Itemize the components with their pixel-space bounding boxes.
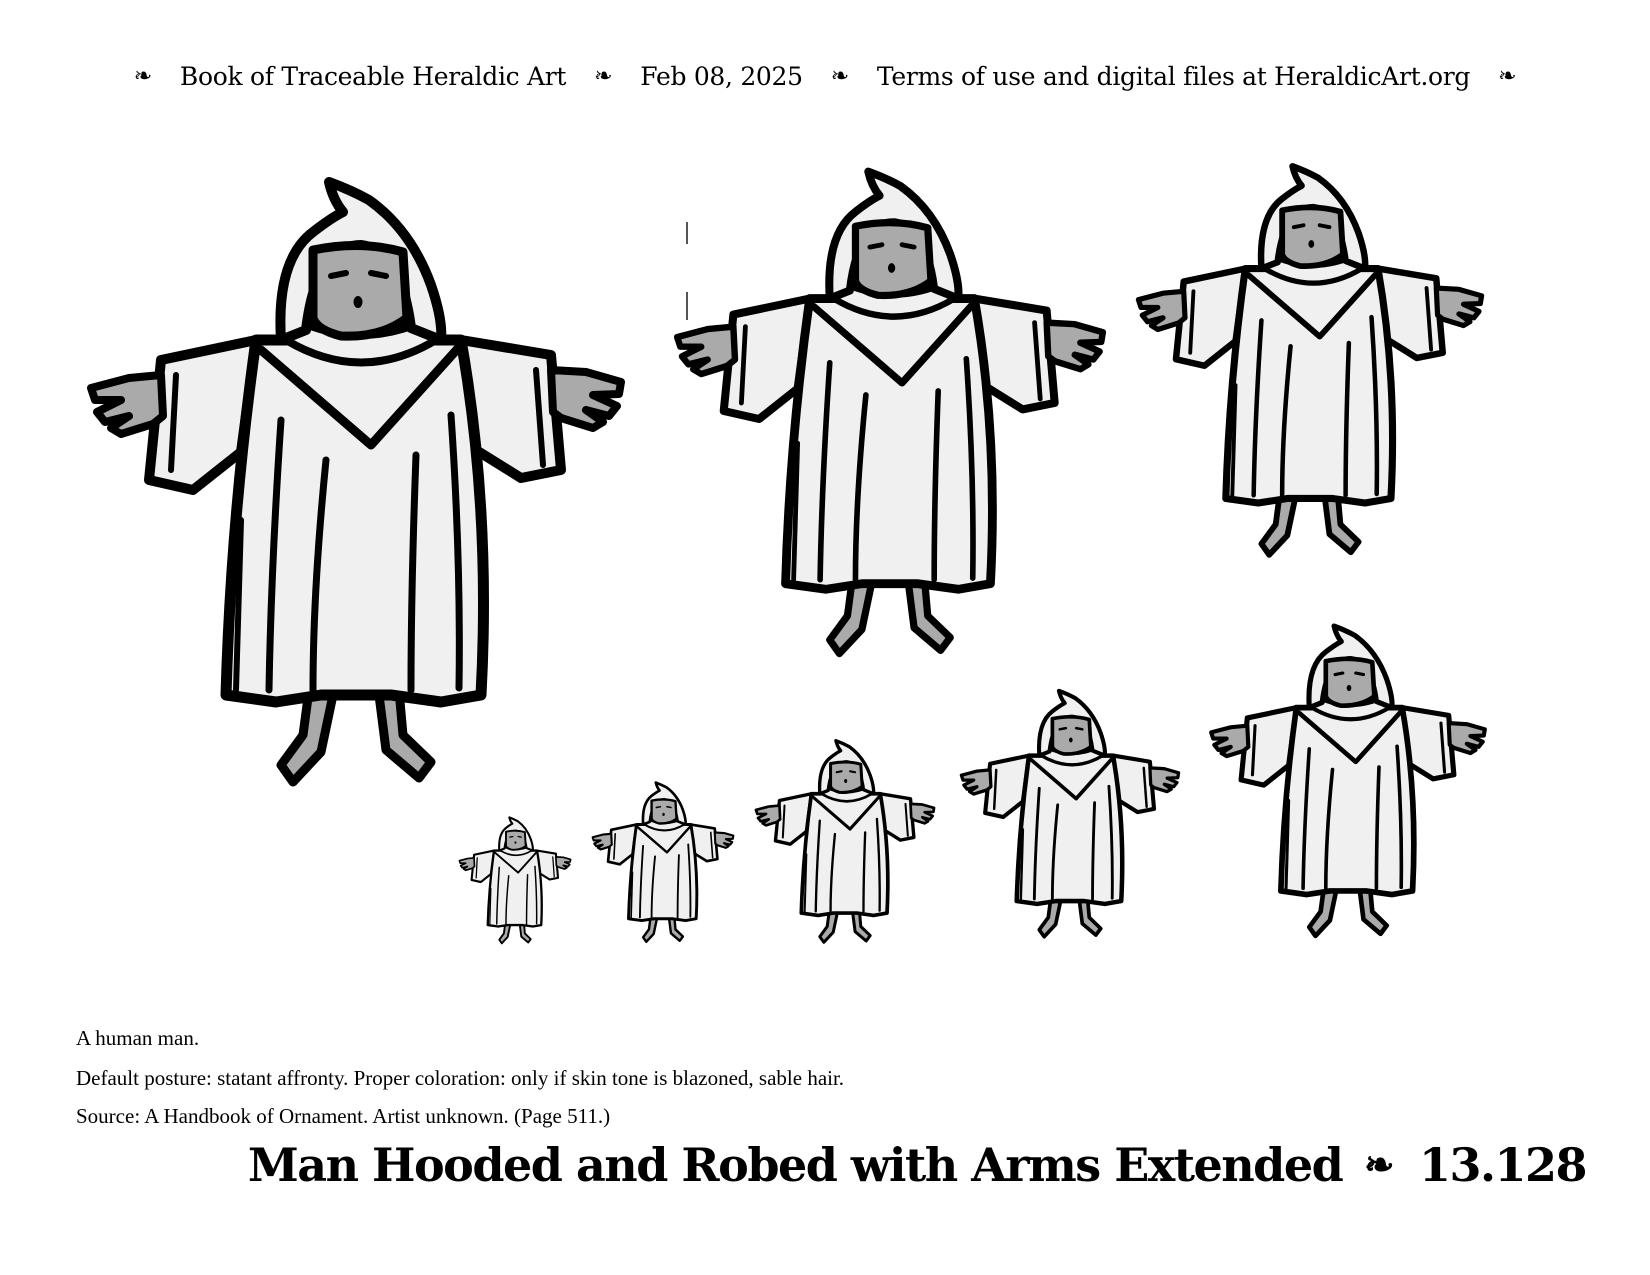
- hooded-man-figure-small: [1203, 625, 1493, 940]
- hooded-man-figure-tiny: [456, 817, 574, 945]
- page-header: [0, 56, 1650, 96]
- fleuron-ornament: ❧: [1498, 63, 1517, 89]
- figure-title: Man Hooded and Robed with Arms Extended: [247, 1138, 1343, 1192]
- book-title: Book of Traceable Heraldic Art: [179, 61, 567, 91]
- plate-title: [248, 1138, 1586, 1192]
- page-date: Feb 08, 2025: [640, 61, 803, 91]
- hooded-man-figure-large: [76, 180, 636, 790]
- description-line: A human man.: [76, 1026, 200, 1050]
- terms-of-use: Terms of use and digital files at HeraldicArt.org: [876, 61, 1471, 91]
- hooded-man-figure-medium-small: [1130, 165, 1490, 560]
- hooded-man-figure-medium: [665, 170, 1115, 660]
- hooded-man-figure-tiny: [590, 782, 736, 944]
- registration-mark: [686, 292, 688, 320]
- fleuron-ornament: ❧: [830, 63, 849, 89]
- fleuron-ornament: ❧: [594, 63, 613, 89]
- fleuron-ornament: ❧: [133, 63, 152, 89]
- description-line: Default posture: statant affronty. Proper coloration: only if skin tone is blazoned, sable hair.: [76, 1066, 845, 1090]
- plate-number: 13.128: [1418, 1138, 1586, 1192]
- description-line: Source: A Handbook of Ornament. Artist unknown. (Page 511.): [76, 1104, 611, 1128]
- fleuron-ornament: ❧: [1364, 1144, 1393, 1186]
- hooded-man-figure-small: [955, 690, 1185, 940]
- hooded-man-figure-small: [752, 740, 938, 945]
- registration-mark: [686, 222, 688, 244]
- figure-gallery: [0, 140, 1650, 1020]
